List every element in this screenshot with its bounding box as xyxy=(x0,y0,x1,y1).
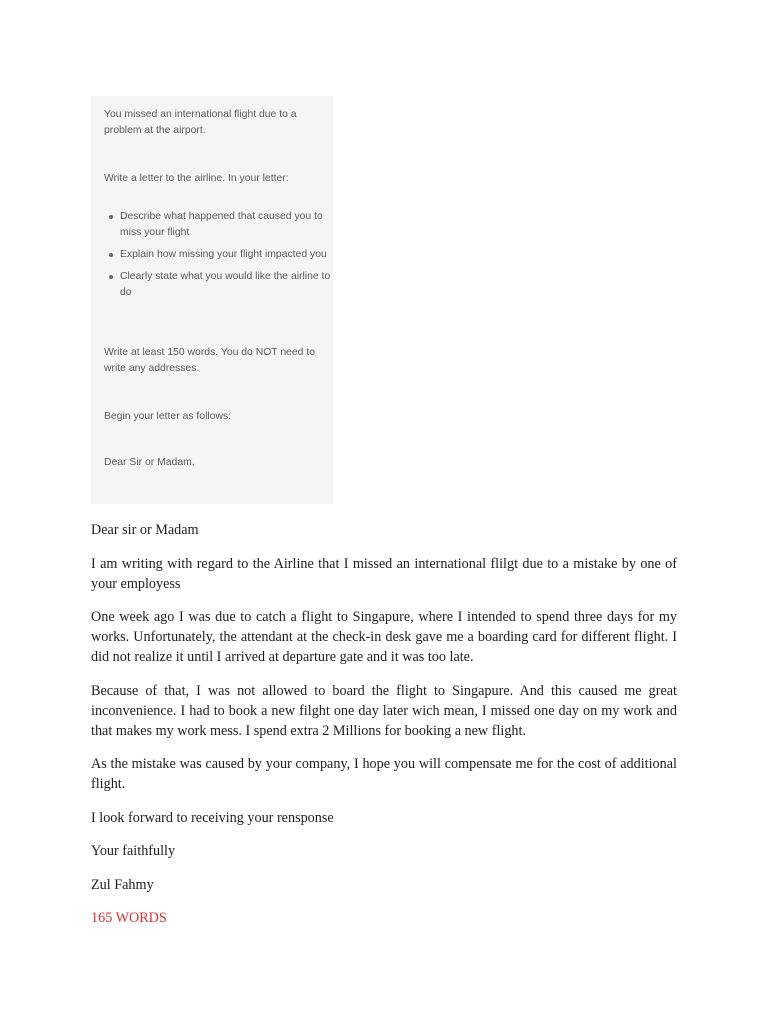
letter-closing: Your faithfully xyxy=(91,843,176,859)
word-count-label: 165 WORDS xyxy=(91,910,167,926)
letter-body xyxy=(91,520,677,942)
prompt-salutation: Dear Sir or Madam, xyxy=(104,457,195,468)
prompt-bullet: Explain how missing your flight impacted you xyxy=(120,247,342,263)
letter-paragraph: One week ago I was due to catch a flight to Singapure, where I intended to spend three days for my works. Unfortunately, the attendant at the check-in desk gave me a boarding card for different flight. I did not realize it until I arrived at departure gate and it was too late. xyxy=(91,609,677,665)
prompt-bullet: Describe what happened that caused you to miss your flight xyxy=(120,209,342,241)
prompt-intro: You missed an international flight due to a problem at the airport. xyxy=(104,109,297,136)
letter-paragraph: Because of that, I was not allowed to board the flight to Singapure. And this caused me great inconvenience. I had to book a new filght one day later wich mean, I missed one day on my work and that makes my work mess. I spend extra 2 Millions for booking a new flight. xyxy=(91,682,677,739)
prompt-instruction: Write a letter to the airline. In your letter: xyxy=(104,173,289,184)
letter-paragraph: I look forward to receiving your rensponse xyxy=(91,809,334,826)
prompt-bullet: Clearly state what you would like the airline to do xyxy=(120,269,342,301)
letter-greeting: Dear sir or Madam xyxy=(91,522,199,538)
letter-paragraph: As the mistake was caused by your company, I hope you will compensate me for the cost of additional flight. xyxy=(91,756,677,792)
prompt-bullet-list xyxy=(104,209,342,307)
letter-signature: Zul Fahmy xyxy=(91,876,154,893)
letter-paragraph: I am writing with regard to the Airline that I missed an international flilgt due to a mistake by one of your employess xyxy=(91,555,677,592)
prompt-begin-instruction: Begin your letter as follows: xyxy=(104,411,232,422)
task-prompt-image xyxy=(91,96,333,504)
prompt-word-requirement: Write at least 150 words. You do NOT need to write any addresses. xyxy=(104,347,316,374)
